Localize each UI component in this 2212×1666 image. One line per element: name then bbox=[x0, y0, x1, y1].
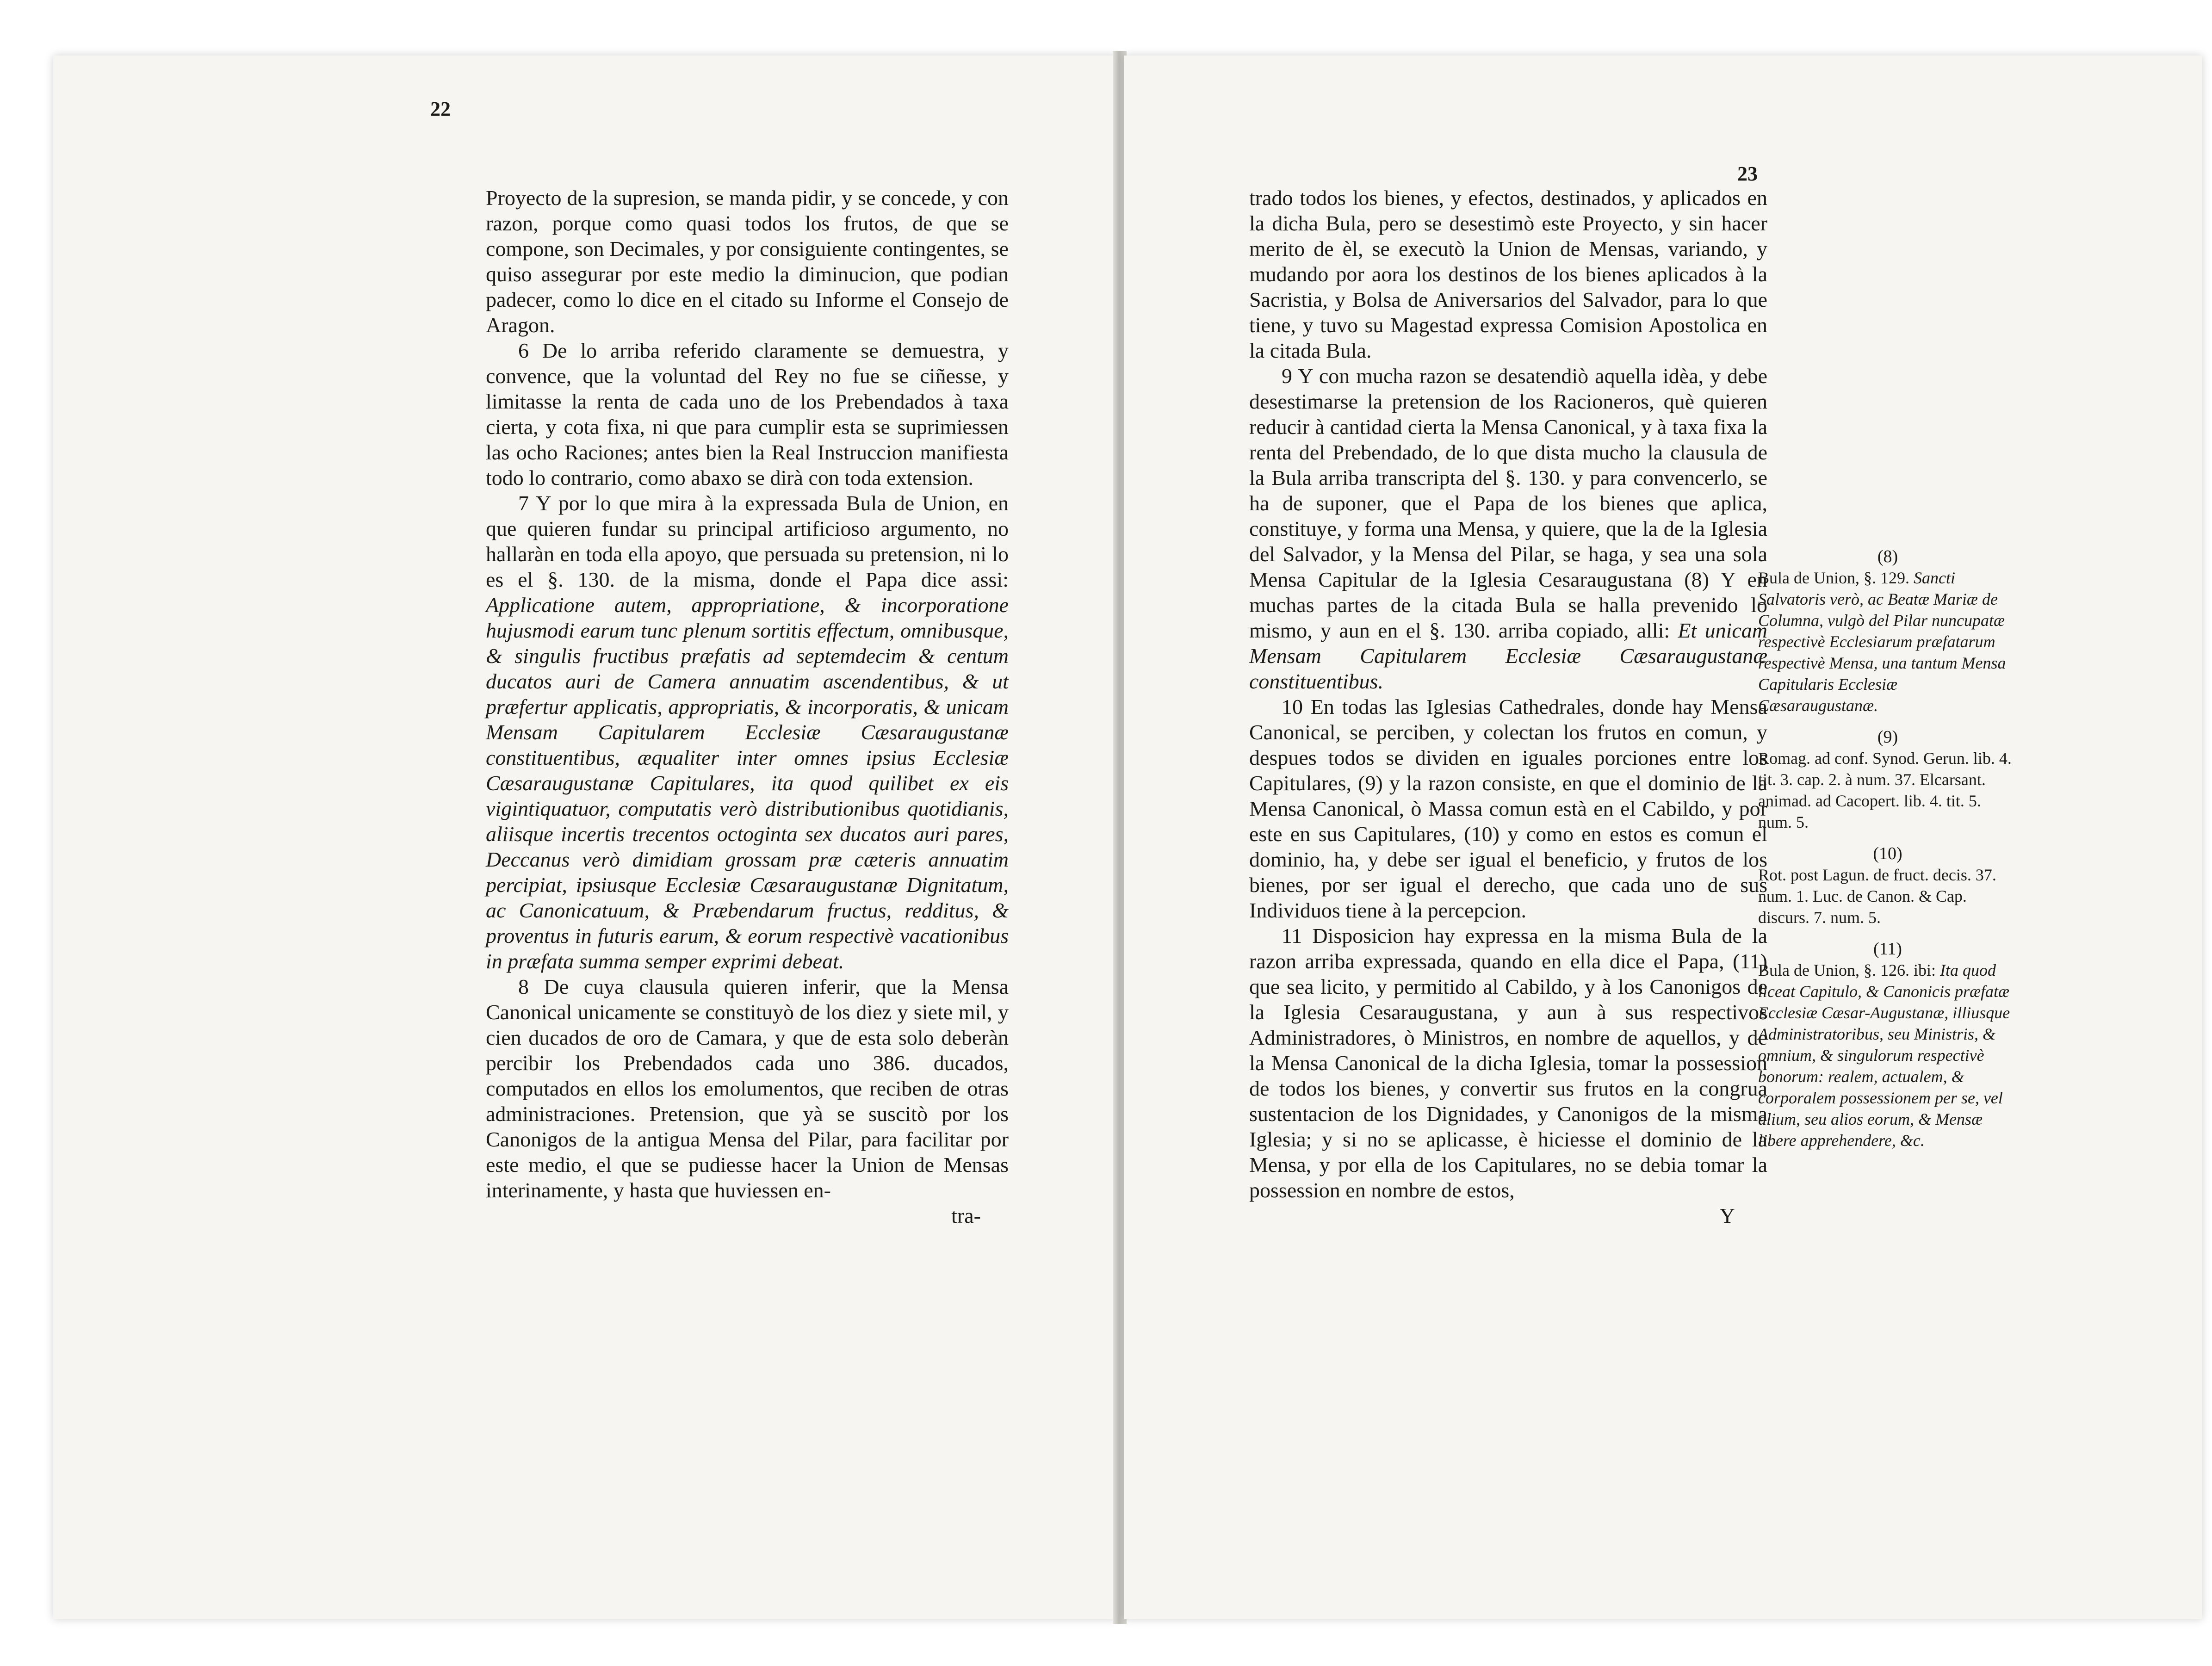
note-latin: Ita quod liceat Capitulo, & Canonicis præfatæ Ecclesiæ Cæsar-Augustanæ, illiusque Administratoribus, seu Ministris, & omnium, & singulorum respectivè bonorum: realem, actualem, & corporalem possessionem per se, vel alium, seu alios eorum, & Mensæ libere apprehendere, &c. bbox=[1758, 961, 2010, 1150]
note-citation: Bula de Union, §. 129. bbox=[1758, 569, 1909, 587]
latin-quote-130: Applicatione autem, appropriatione, & incorporatione hujusmodi earum tunc plenum sortitis effectum, omnibusque, & singulis fructibus præfatis ad septemdecim & centum ducatos auri de Camera annuatim ascendentibus, & ut præfertur applicatis, appropriatis, & incorporatis, & unicam Mensam Capitularem Ecclesiæ Cæsaraugustanæ constituentibus, æqualiter inter omnes ipsius Ecclesiæ Cæsaraugustanæ Capitulares, ita quod quilibet ex eis vigintiquatuor, computatis verò distributionibus quotidianis, aliisque incertis trecentos octoginta sex ducatos auri pares, Deccanus verò dimidiam grossam præ cæteris annuatim percipiat, ipsiusque Ecclesiæ Cæsaraugustanæ Dignitatum, ac Canonicatuum, & Præbendarum fructus, redditus, & proventus in futuris earum, & eorum respectivè vacationibus in præfata summa semper exprimi debeat. bbox=[486, 593, 1009, 973]
paragraph-5-end: Proyecto de la supresion, se manda pidir, y se concede, y con razon, porque como quasi todos los frutos, de que se compone, son Decimales, y por consiguiente contingentes, se quiso assegurar por este medio la diminucion, que podian padecer, como lo dice en el citado su Informe el Consejo de Aragon. bbox=[486, 186, 1009, 337]
margin-note bbox=[1758, 546, 2017, 716]
paragraph-10: 10 En todas las Iglesias Cathedrales, donde hay Mensa Canonical, se perciben, y colectan los frutos en comun, y despues todos se dividen en iguales porciones entre los Capitulares, (9) y la razon consiste, en que el dominio de la Mensa Canonical, ò Massa comun està en el Cabildo, y por este en sus Capitulares, (10) y como en estos es comun el dominio, ha, y debe ser igual el beneficio, y frutos de los bienes, por ser igual el derecho, que cada uno de sus Individuos tiene à la percepcion. bbox=[1249, 695, 1767, 922]
note-number: (11) bbox=[1873, 939, 1902, 959]
catchword-right: Y bbox=[1719, 1204, 1735, 1227]
paragraph-7 bbox=[486, 490, 1009, 974]
note-number: (10) bbox=[1873, 844, 1902, 863]
paragraph-7-text: 7 Y por lo que mira à la expressada Bula de Union, en que quieren fundar su principal artificioso argumento, no hallaràn en toda ella apoyo, que persuada su pretension, ni lo es el §. 130. de la misma, donde el Papa dice assi: bbox=[486, 491, 1009, 591]
margin-note bbox=[1758, 938, 2017, 1151]
note-citation: Rot. post Lagun. de fruct. decis. 37. num. 1. Luc. de Canon. & Cap. discurs. 7. num. 5. bbox=[1758, 866, 1996, 927]
note-latin: Sancti Salvatoris verò, ac Beatæ Mariæ de Columna, vulgò del Pilar nuncupatæ respectivè Ecclesiarum præfatarum respectivè Mensa, una tantum Mensa Capitularis Ecclesiæ Cæsaraugustanæ. bbox=[1758, 569, 2006, 715]
margin-note bbox=[1758, 843, 2017, 928]
page-number-right: 23 bbox=[1737, 162, 1758, 185]
note-number: (8) bbox=[1877, 547, 1898, 566]
paragraph-9-text: 9 Y con mucha razon se desatendiò aquella idèa, y debe desestimarse la pretension de los Racioneros, què quieren reducir à cantidad cierta la Mensa Canonical, y à taxa fixa la renta del Prebendado, de lo que dista mucho la clausula de la Bula arriba transcripta del §. 130. y para convencerlo, se ha de suponer, que el Papa de los bienes que aplica, constituye, y forma una Mensa, y quiere, que la de la Iglesia del Salvador, y la Mensa del Pilar, se haga, y sea una sola Mensa Capitular de la Iglesia Cesaraugustana (8) Y en muchas partes de la citada Bula se halla prevenido lo mismo, y aun en el §. 130. arriba copiado, alli: bbox=[1249, 364, 1767, 642]
page-number-left: 22 bbox=[430, 98, 451, 120]
paragraph-8: 8 De cuya clausula quieren inferir, que la Mensa Canonical unicamente se constituyò de los diez y siete mil, y cien ducados de oro de Camara, y que de esta solo deberàn percibir los Prebendados cada uno 386. ducados, computados en ellos los emolumentos, que reciben de otras administraciones. Pretension, que yà se suscitò por los Canonigos de la antigua Mensa del Pilar, para facilitar por este medio, el que se pudiesse hacer la Union de Mensas interinamente, y hasta que huviessen en- bbox=[486, 975, 1009, 1202]
paragraph-9 bbox=[1249, 363, 1767, 694]
left-text-column bbox=[486, 185, 1009, 1228]
margin-note bbox=[1758, 726, 2017, 833]
note-number: (9) bbox=[1877, 727, 1898, 747]
latin-inline-quote: Et unicam Mensam Capitularem Ecclesiæ Cæsaraugustanæ constituentibus. bbox=[1249, 619, 1768, 693]
margin-notes bbox=[1758, 546, 2017, 1161]
paragraph-6: 6 De lo arriba referido claramente se demuestra, y convence, que la voluntad del Rey no fue se ciñesse, y limitasse la renta de cada uno de los Prebendados à taxa cierta, y cota fixa, ni que para cumplir esta se suprimiessen las ocho Raciones; antes bien la Real Instruccion manifiesta todo lo contrario, como abaxo se dirà con toda extension. bbox=[486, 339, 1009, 489]
note-citation: Romag. ad conf. Synod. Gerun. lib. 4. tit. 3. cap. 2. à num. 37. Elcarsant. animad. ad Cacopert. lib. 4. tit. 5. num. 5. bbox=[1758, 749, 2012, 831]
paragraph-8-end: trado todos los bienes, y efectos, destinados, y aplicados en la dicha Bula, pero se desestimò este Proyecto, y sin hacer merito de èl, se executò la Union de Mensas, variando, y mudando por aora los destinos de los bienes aplicados à la Sacristia, y Bolsa de Aniversarios del Salvador, para lo que tiene, y tuvo su Magestad expressa Comision Apostolica en la citada Bula. bbox=[1249, 186, 1767, 362]
paragraph-11: 11 Disposicion hay expressa en la misma Bula de la razon arriba expressada, quando en ella dice el Papa, (11) que sea licito, y permitido al Cabildo, y à los Canonigos de la Iglesia Cesaraugustana, y aun à sus respectivos Administradores, ò Ministros, en nombre de aquellos, y de la Mensa Canonical de la dicha Iglesia, tomar la possession de todos los bienes, y convertir sus frutos en la congrua sustentacion de los Dignidades, y Canonigos de la misma Iglesia; y si no se aplicasse, è hiciesse el dominio de la Mensa, y por ella de los Capitulares, no se debia tomar la possession en nombre de estos, bbox=[1249, 924, 1767, 1202]
note-citation: Bula de Union, §. 126. ibi: bbox=[1758, 961, 1936, 979]
catchword-left: tra- bbox=[951, 1204, 981, 1227]
right-text-column bbox=[1249, 185, 1767, 1228]
